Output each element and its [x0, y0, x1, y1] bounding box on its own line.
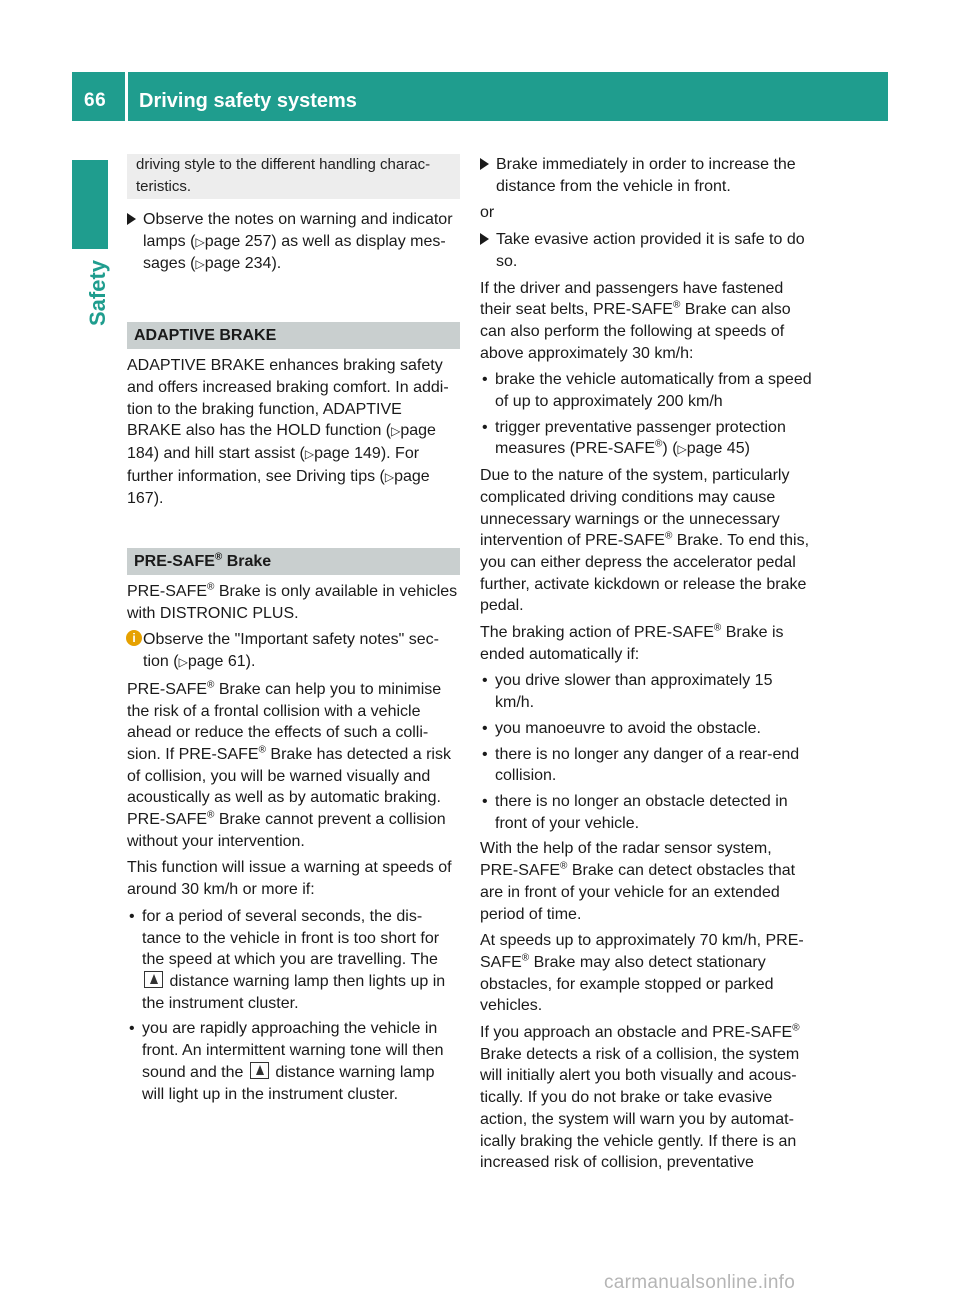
seat-belt-paragraph: [480, 278, 813, 365]
pointer-icon: ▷: [677, 442, 687, 457]
page-ref[interactable]: page 149: [314, 444, 381, 462]
text: The braking action of PRE-SAFE: [480, 624, 714, 642]
list-item: [480, 670, 813, 713]
approach-paragraph: [480, 1022, 813, 1174]
pointer-icon: ▷: [195, 257, 205, 272]
evasive-step: [480, 229, 813, 272]
text: Brake can detect obstacles that are in front of your vehicle for an extended period of time.: [480, 862, 796, 923]
text: Brake cannot prevent a collision without your intervention.: [127, 811, 446, 850]
observe-step: [127, 209, 460, 276]
bullet-icon: •: [482, 719, 488, 737]
registered-mark: ®: [664, 530, 673, 542]
bullet-icon: •: [482, 418, 488, 436]
text: brake the vehicle automatically from a speed of up to approximately 200 km/h: [495, 371, 812, 411]
text: Take evasive action provided it is safe to do so.: [496, 231, 805, 270]
text: trigger preventative passenger protection measures (PRE-SAFE: [495, 418, 786, 458]
bullet-icon: •: [129, 1020, 135, 1038]
list-item: [127, 906, 460, 1015]
braking-end-paragraph: [480, 622, 813, 665]
page-ref[interactable]: page 45: [686, 440, 745, 458]
registered-mark: ®: [521, 952, 530, 964]
text: ).: [245, 653, 256, 671]
list-item: [480, 417, 813, 461]
registered-mark: ®: [207, 679, 215, 691]
list-item: [480, 369, 813, 412]
page-ref[interactable]: page 234: [204, 255, 272, 273]
left-column: [127, 154, 460, 1109]
text: Brake. To end this, you can either depress the accelerator pedal further, activate kickdown or release the brake pedal.: [480, 532, 810, 615]
text: ). For further information, see Driving tips (: [127, 444, 420, 485]
registered-mark: ®: [655, 439, 663, 451]
distance-warning-lamp-icon: [144, 971, 163, 988]
text: Brake is ended automatically if:: [480, 624, 784, 663]
text: you manoeuvre to avoid the obstacle.: [495, 719, 761, 737]
text: ).: [153, 490, 164, 508]
registered-mark: ®: [207, 581, 215, 593]
registered-mark: ®: [258, 744, 266, 756]
text: ).: [271, 255, 282, 273]
side-label-text: Safety: [85, 259, 110, 327]
right-column: [480, 154, 813, 1179]
text: for a period of several seconds, the dis-tance to the vehicle in front is too short for the speed at which you are travelling. The: [142, 907, 440, 969]
distance-warning-lamp-icon: [250, 1062, 269, 1079]
registered-mark: ®: [713, 622, 722, 634]
page-ref[interactable]: page 61: [187, 653, 246, 671]
registered-mark: ®: [672, 299, 681, 311]
pointer-icon: ▷: [178, 655, 188, 670]
text: ADAPTIVE BRAKE enhances braking safety and offers increased braking comfort. In addi-tion to the braking function, ADAPTIVE BRAKE also has the HOLD function (: [127, 357, 449, 440]
pointer-icon: ▷: [304, 446, 315, 461]
adaptive-brake-paragraph: [127, 355, 460, 510]
text: there is no longer an obstacle detected in front of your vehicle.: [495, 792, 788, 832]
text: distance warning lamp will light up in the instrument cluster.: [142, 1063, 435, 1103]
bullet-icon: •: [482, 792, 488, 810]
text: Brake detects a risk of a collision, the system will initially alert you both visually and acous-tically. If you do not brake or take evasive action, the system will warn you by automat-ically braking the vehicle gently. If there is an increased risk of collision, preventative: [480, 1045, 800, 1172]
list-item: [480, 744, 813, 787]
text: PRE-SAFE: [134, 553, 215, 571]
text: Brake can also can also perform the following at speeds of above approximately 30 km/h:: [480, 301, 791, 362]
or-label: or: [480, 204, 495, 222]
arrow-icon: [480, 233, 489, 245]
text: Brake immediately in order to increase the distance from the vehicle in front.: [496, 156, 796, 195]
info-icon: i: [126, 630, 142, 646]
side-label: [73, 259, 123, 327]
list-item: [480, 718, 813, 740]
page-ref[interactable]: page 257: [204, 232, 272, 250]
text: With the help of the radar sensor system, PRE-SAFE: [480, 840, 772, 880]
text: Brake is only available in vehicles with DISTRONIC PLUS.: [127, 583, 458, 622]
section-heading-adaptive-brake: ADAPTIVE BRAKE: [127, 322, 460, 349]
list-item: [480, 791, 813, 834]
registered-mark: ®: [214, 551, 223, 563]
radar-paragraph: [480, 838, 813, 925]
pre-safe-intro: [127, 581, 460, 624]
stationary-paragraph: [480, 930, 813, 1017]
text: Brake: [222, 553, 272, 571]
text: ): [744, 440, 750, 458]
page-title: Driving safety systems: [139, 90, 357, 112]
text: Observe the notes on warning and indicator lamps (: [143, 211, 453, 250]
bullet-icon: •: [482, 371, 488, 389]
warning-conditions-intro: This function will issue a warning at speeds of around 30 km/h or more if:: [127, 859, 452, 899]
text: Brake may also detect stationary obstacles, for example stopped or parked vehicles.: [480, 953, 774, 1015]
registered-mark: ®: [560, 860, 568, 872]
page-ref[interactable]: page 184: [127, 422, 436, 462]
text: PRE-SAFE: [127, 680, 208, 698]
arrow-icon: [480, 158, 489, 170]
continued-note: driving style to the different handling charac-teristics.: [127, 154, 460, 199]
registered-mark: ®: [207, 809, 215, 821]
text: ) (: [662, 440, 678, 458]
pointer-icon: ▷: [384, 469, 395, 484]
arrow-icon: [127, 213, 136, 225]
text: distance warning lamp then lights up in the instrument cluster.: [142, 972, 446, 1012]
text: If the driver and passengers have fastened their seat belts, PRE-SAFE: [480, 279, 784, 319]
page-number: 66: [84, 90, 107, 111]
brake-step: [480, 154, 813, 197]
text: Brake can help you to minimise the risk of a frontal collision with a vehicle ahead or reduce the effects of such a colli-sion. If PRE-SAFE: [127, 680, 442, 763]
text: ) and hill start assist (: [153, 444, 305, 462]
text: ) as well as display mes-sages (: [143, 232, 446, 273]
info-note: [127, 629, 460, 673]
text: PRE-SAFE: [127, 583, 208, 601]
watermark: carmanualsonline.info: [604, 1272, 796, 1293]
system-nature-paragraph: [480, 465, 813, 617]
text: Brake has detected a risk of collision, you will be warned visually and acoustically as well as by automatic braking. PRE-SAFE: [127, 745, 451, 829]
bullet-icon: •: [482, 745, 488, 763]
bullet-icon: •: [482, 672, 488, 690]
section-heading-pre-safe-brake: [127, 548, 460, 575]
text: Observe the "Important safety notes" sec-tion (: [143, 631, 439, 671]
text: there is no longer any danger of a rear-end collision.: [495, 745, 800, 785]
registered-mark: ®: [792, 1022, 800, 1034]
header-divider: [125, 72, 128, 121]
pre-safe-description: [127, 679, 460, 853]
text: you are rapidly approaching the vehicle in front. An intermittent warning tone will then sound and the: [142, 1020, 444, 1081]
bullet-icon: •: [129, 907, 135, 925]
text: At speeds up to approximately 70 km/h, PRE-SAFE: [480, 932, 804, 971]
text: If you approach an obstacle and PRE-SAFE: [480, 1024, 793, 1042]
pointer-icon: ▷: [195, 234, 205, 249]
pointer-icon: ▷: [391, 424, 401, 439]
page-ref[interactable]: page 167: [127, 467, 430, 508]
text: you drive slower than approximately 15 km/h.: [495, 672, 773, 712]
side-tab: [72, 160, 108, 249]
text: Due to the nature of the system, particularly complicated driving conditions may cause unnecessary warnings or the unnecessary intervention of PRE-SAFE: [480, 467, 790, 550]
list-item: [127, 1018, 460, 1105]
